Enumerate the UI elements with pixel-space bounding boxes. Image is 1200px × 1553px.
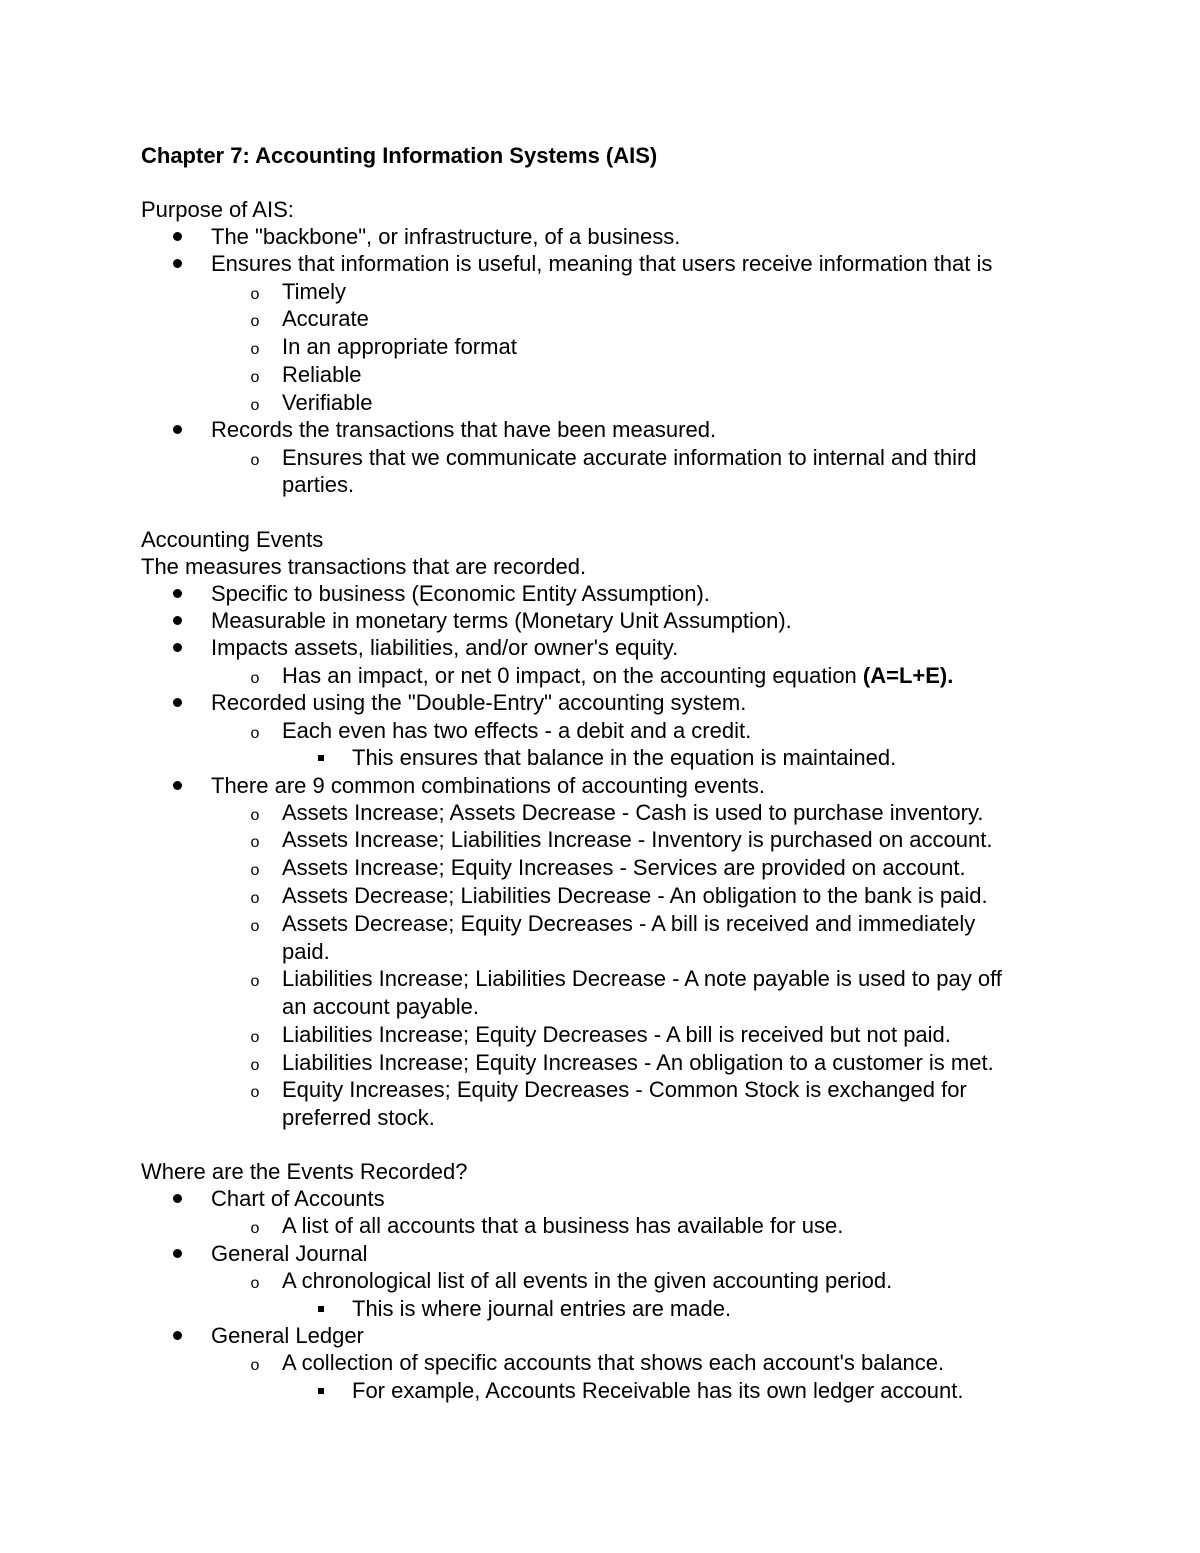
bullet-icon: [173, 616, 182, 625]
bullet-icon: [173, 259, 182, 268]
square-bullet-icon: [318, 1388, 324, 1394]
sub-list-item: Liabilities Increase; Equity Decreases - A bill is received but not paid.: [282, 1022, 951, 1047]
list-item: General Ledger: [211, 1323, 364, 1348]
bullet-icon: [173, 643, 182, 652]
sub-list-item: Assets Increase; Liabilities Increase - Inventory is purchased on account.: [282, 827, 993, 852]
bullet-icon: [173, 1249, 182, 1258]
sub-list-item: Verifiable: [282, 390, 373, 415]
page-title: Chapter 7: Accounting Information Systems (AIS): [141, 143, 658, 168]
sub-list-item: A collection of specific accounts that shows each account's balance.: [282, 1350, 945, 1375]
sub-bullet-icon: o: [250, 862, 260, 879]
list-item: The "backbone", or infrastructure, of a business.: [211, 224, 681, 249]
sub-bullet-icon: o: [250, 1029, 260, 1046]
sub-list-item: Assets Decrease; Liabilities Decrease - An obligation to the bank is paid.: [282, 883, 988, 908]
sub-list-item-continuation: an account payable.: [282, 994, 479, 1019]
sub-bullet-icon: o: [250, 834, 260, 851]
sub-bullet-icon: o: [250, 1357, 260, 1374]
sub-list-item: In an appropriate format: [282, 334, 517, 359]
sub-sub-list-item: This is where journal entries are made.: [352, 1296, 732, 1321]
sub-list-item: A list of all accounts that a business has available for use.: [282, 1213, 844, 1238]
section-heading-purpose: Purpose of AIS:: [141, 197, 294, 222]
list-item: Recorded using the "Double-Entry" accounting system.: [211, 690, 747, 715]
sub-bullet-icon: o: [250, 452, 260, 469]
sub-bullet-icon: o: [250, 369, 260, 386]
section-heading-recorded: Where are the Events Recorded?: [141, 1159, 468, 1184]
sub-list-item: Has an impact, or net 0 impact, on the accounting equation (A=L+E).: [282, 663, 954, 688]
bullet-icon: [173, 1331, 182, 1340]
sub-list-item: Each even has two effects - a debit and a credit.: [282, 718, 752, 743]
section-intro: The measures transactions that are recorded.: [141, 554, 587, 579]
sub-bullet-icon: o: [250, 725, 260, 742]
sub-list-item-continuation: preferred stock.: [282, 1105, 435, 1130]
sub-sub-list-item: For example, Accounts Receivable has its own ledger account.: [352, 1378, 964, 1403]
section-heading-events: Accounting Events: [141, 527, 324, 552]
sub-list-item: Timely: [282, 279, 346, 304]
square-bullet-icon: [318, 1306, 324, 1312]
bullet-icon: [173, 781, 182, 790]
sub-list-item: Reliable: [282, 362, 362, 387]
square-bullet-icon: [318, 755, 324, 761]
sub-bullet-icon: o: [250, 670, 260, 687]
sub-list-item-continuation: parties.: [282, 472, 355, 497]
sub-list-item-continuation: paid.: [282, 939, 330, 964]
sub-list-item: Accurate: [282, 306, 369, 331]
sub-bullet-icon: o: [250, 1084, 260, 1101]
sub-bullet-icon: o: [250, 973, 260, 990]
sub-list-item: Equity Increases; Equity Decreases - Common Stock is exchanged for: [282, 1077, 967, 1102]
list-item: Ensures that information is useful, meaning that users receive information that is: [211, 251, 993, 276]
sub-bullet-icon: o: [250, 918, 260, 935]
sub-bullet-icon: o: [250, 1275, 260, 1292]
list-item: Impacts assets, liabilities, and/or owner's equity.: [211, 635, 679, 660]
list-item: Specific to business (Economic Entity Assumption).: [211, 581, 710, 606]
sub-bullet-icon: o: [250, 286, 260, 303]
list-item: Records the transactions that have been measured.: [211, 417, 717, 442]
list-item: Chart of Accounts: [211, 1186, 385, 1211]
sub-bullet-icon: o: [250, 890, 260, 907]
bullet-icon: [173, 1194, 182, 1203]
sub-bullet-icon: o: [250, 807, 260, 824]
bullet-icon: [173, 425, 182, 434]
bullet-icon: [173, 698, 182, 707]
list-item: There are 9 common combinations of accounting events.: [211, 773, 765, 798]
sub-list-item: Ensures that we communicate accurate information to internal and third: [282, 445, 977, 470]
list-item: General Journal: [211, 1241, 368, 1266]
sub-list-item: Assets Increase; Equity Increases - Services are provided on account.: [282, 855, 966, 880]
bullet-icon: [173, 589, 182, 598]
sub-bullet-icon: o: [250, 1057, 260, 1074]
sub-list-item: Liabilities Increase; Liabilities Decrease - A note payable is used to pay off: [282, 966, 1002, 991]
sub-bullet-icon: o: [250, 313, 260, 330]
sub-list-item: Liabilities Increase; Equity Increases - An obligation to a customer is met.: [282, 1050, 994, 1075]
sub-list-item: Assets Decrease; Equity Decreases - A bill is received and immediately: [282, 911, 976, 936]
sub-list-item: Assets Increase; Assets Decrease - Cash is used to purchase inventory.: [282, 800, 984, 825]
list-item: Measurable in monetary terms (Monetary Unit Assumption).: [211, 608, 792, 633]
bullet-icon: [173, 232, 182, 241]
sub-bullet-icon: o: [250, 341, 260, 358]
sub-sub-list-item: This ensures that balance in the equation is maintained.: [352, 745, 897, 770]
sub-list-item: A chronological list of all events in the given accounting period.: [282, 1268, 893, 1293]
sub-bullet-icon: o: [250, 397, 260, 414]
sub-bullet-icon: o: [250, 1220, 260, 1237]
